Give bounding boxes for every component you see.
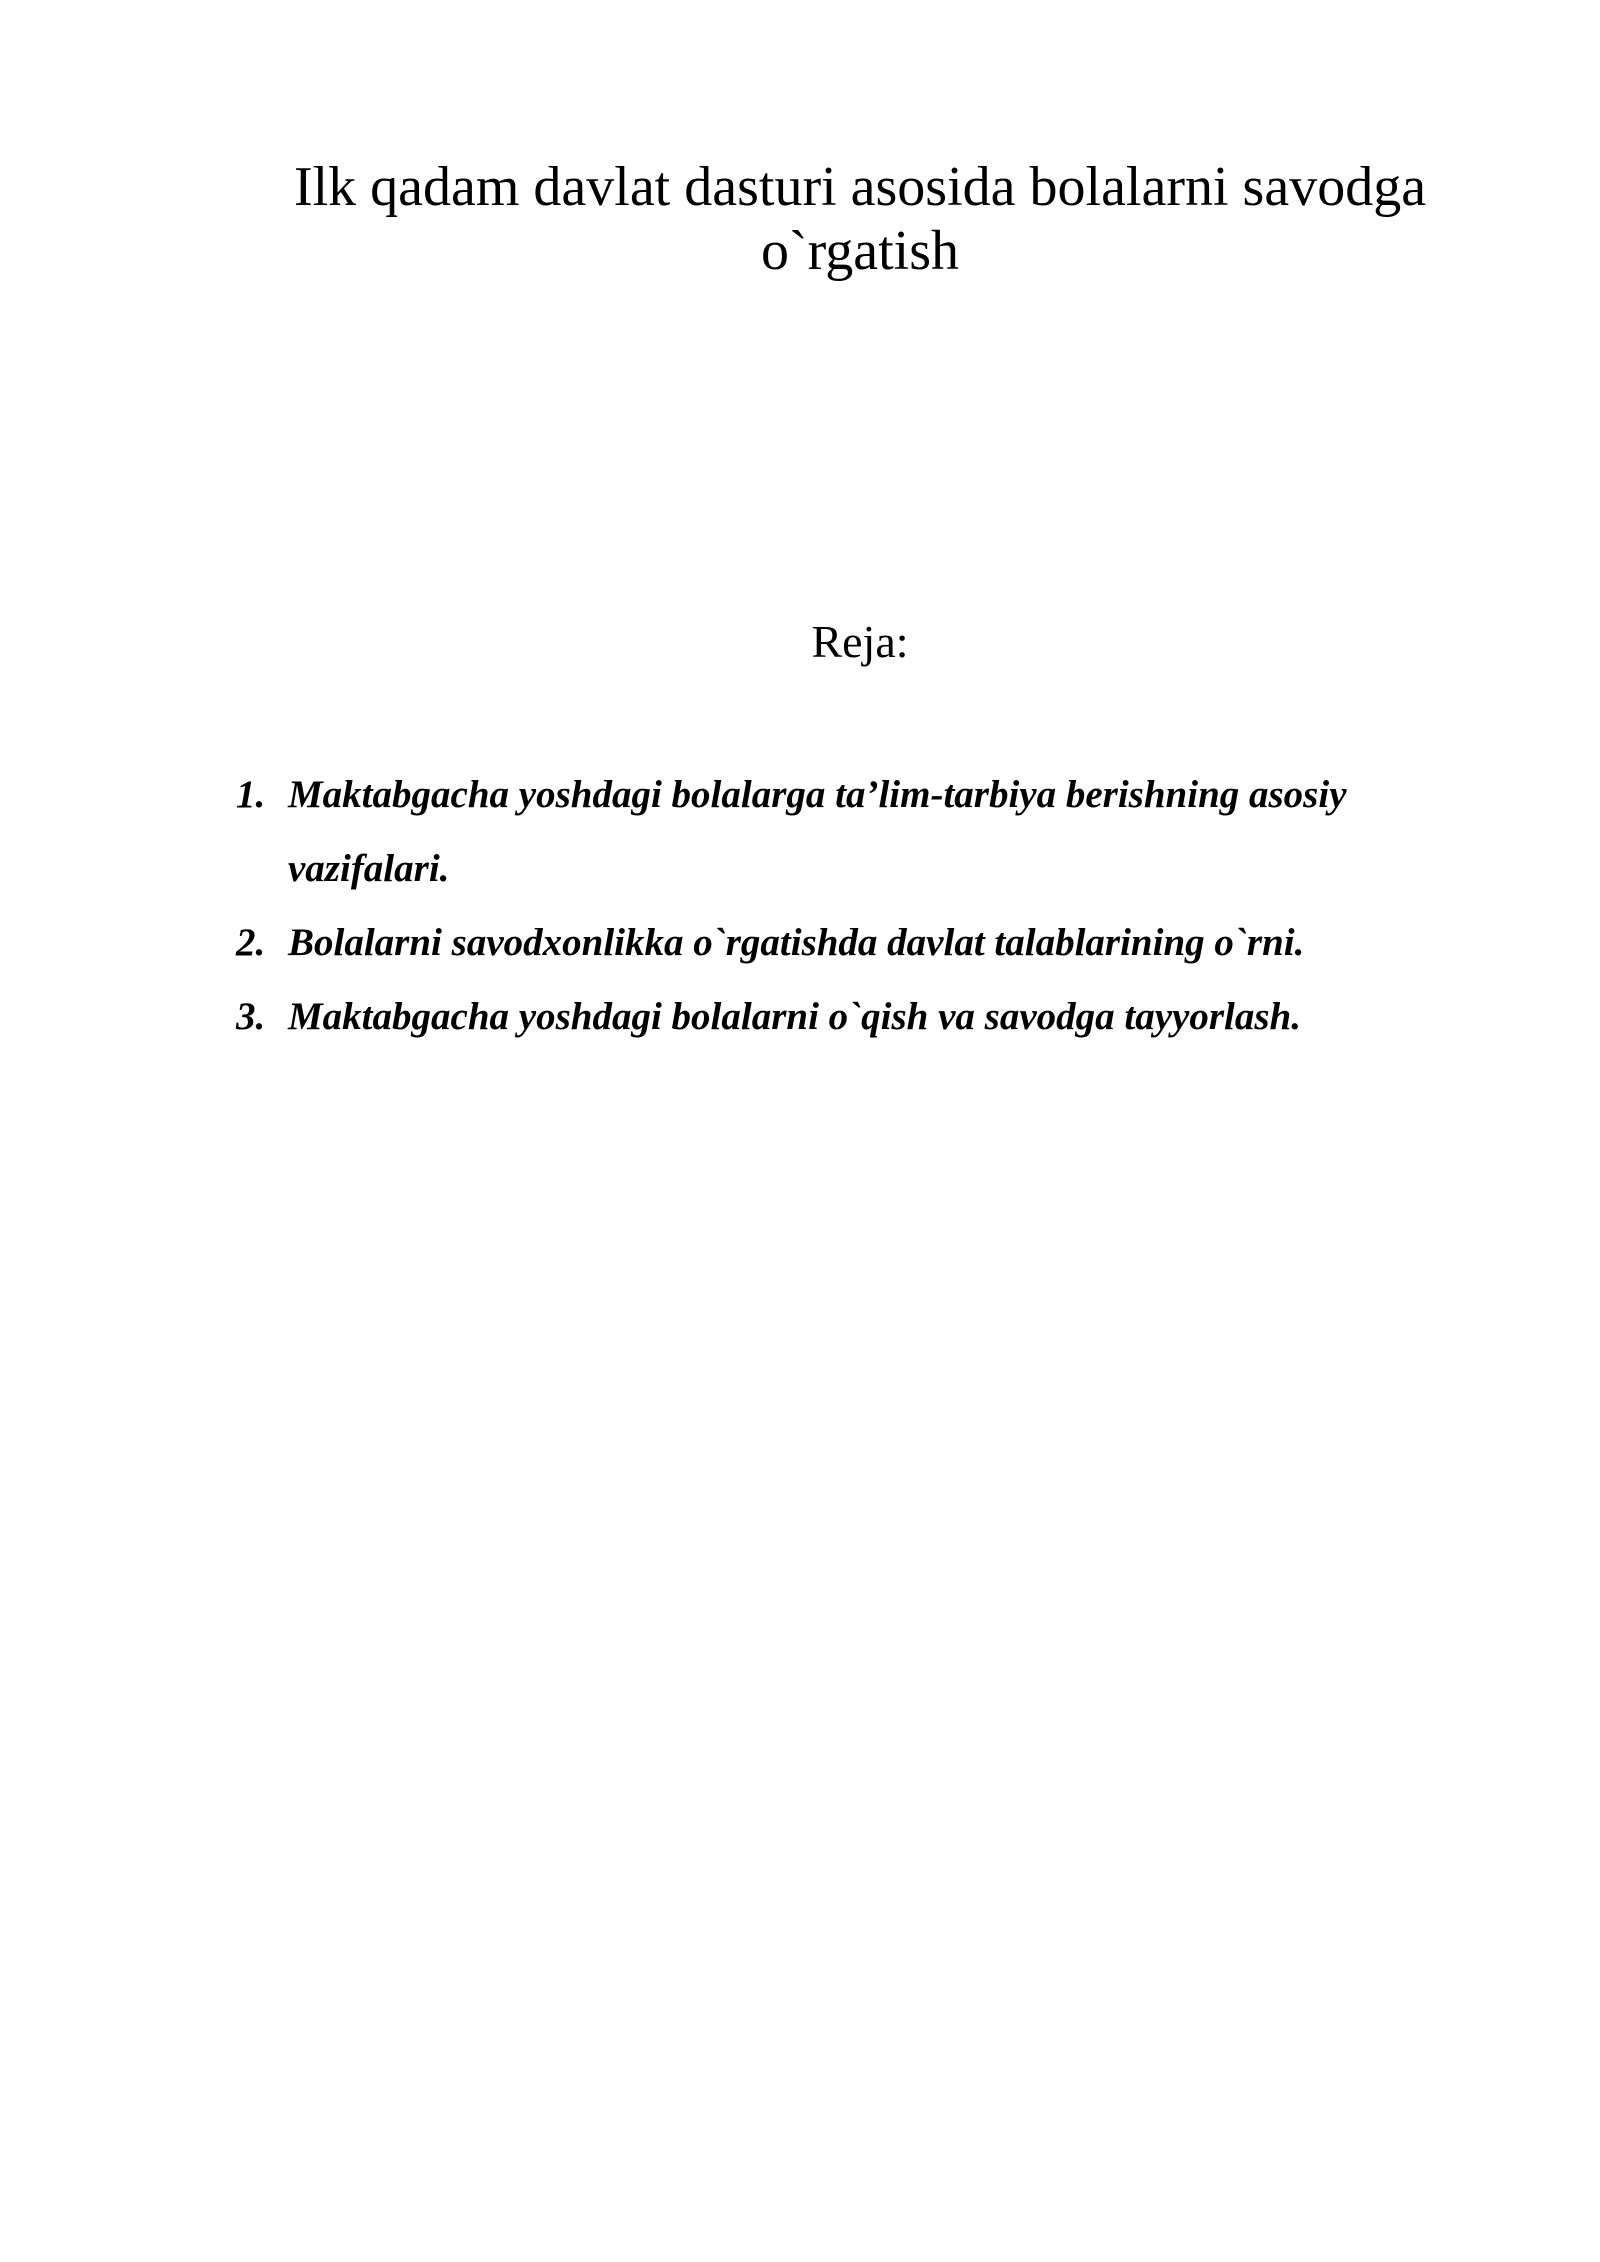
plan-item-2 xyxy=(236,906,1470,980)
plan-item-2-number: 2. xyxy=(236,921,266,964)
plan-item-3-text: Maktabgacha yoshdagi bolalarni o`qish va savodga tayyorlash. xyxy=(288,995,1301,1038)
plan-item-3-number: 3. xyxy=(236,995,266,1038)
document-title xyxy=(240,155,1480,283)
document-title-line-1: Ilk qadam davlat dasturi asosida bolalarni savodga xyxy=(293,156,1427,218)
plan-item-1 xyxy=(236,758,1470,906)
plan-item-1-text: Maktabgacha yoshdagi bolalarga ta’lim-tarbiya berishning asosiy vazifalari. xyxy=(288,773,1347,890)
plan-list xyxy=(236,758,1470,1054)
plan-item-3 xyxy=(236,980,1470,1054)
plan-item-2-text: Bolalarni savodxonlikka o`rgatishda davlat talablarining o`rni. xyxy=(288,921,1305,964)
plan-item-1-number: 1. xyxy=(236,773,266,816)
document-title-line-2: o`rgatish xyxy=(760,220,960,282)
plan-heading: Reja: xyxy=(811,616,909,667)
